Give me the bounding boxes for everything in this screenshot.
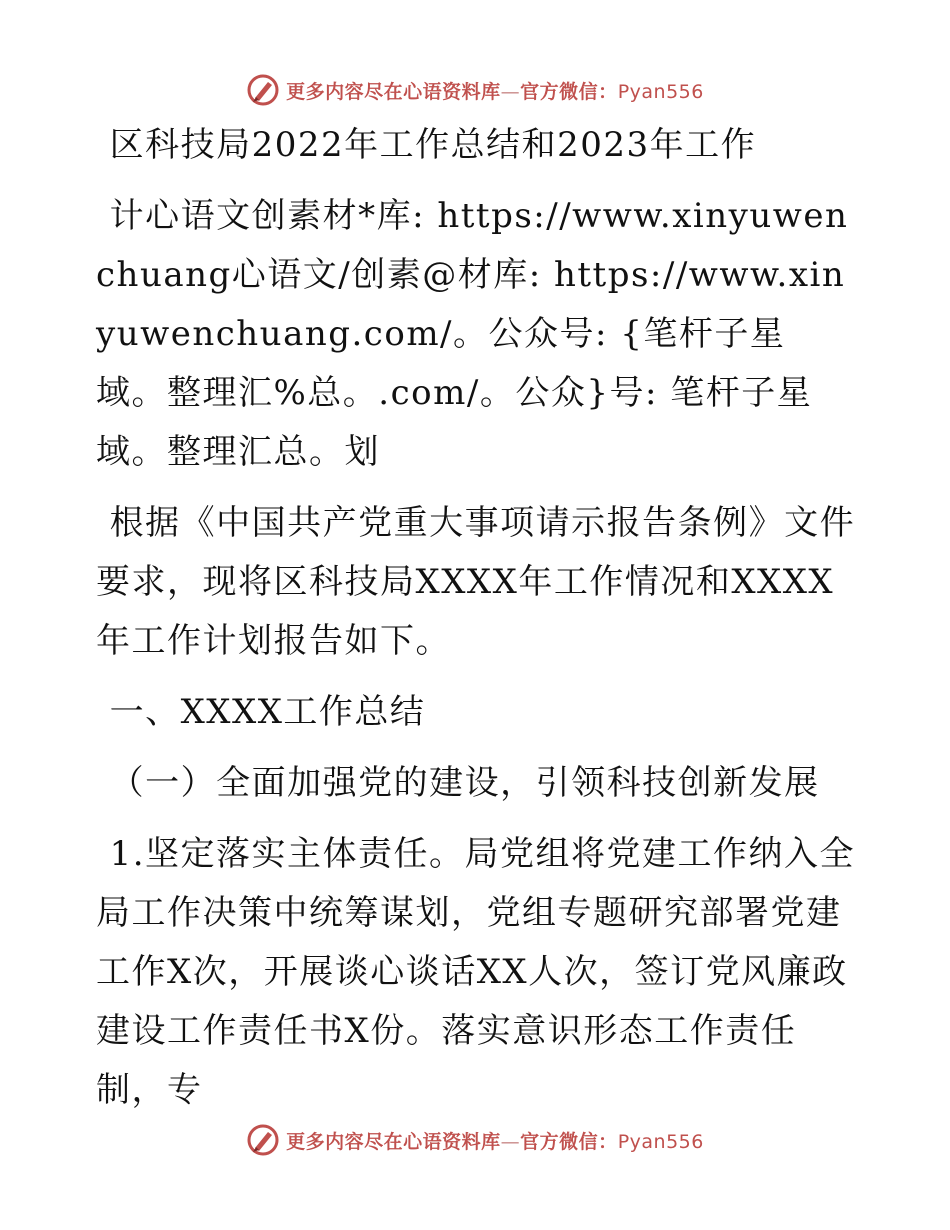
paragraph-links: 计心语文创素材*库: https://www.xinyuwenchuang心语文/创素@材库: https://www.xinyuwenchuang.com/。公众号: {笔杆子星域。整理汇%总。.com/。公众}号: 笔杆子星域。整理汇总。划 [96, 196, 849, 472]
pen-logo-icon [246, 73, 280, 107]
watermark-text [286, 77, 704, 104]
watermark-text [286, 1127, 704, 1154]
watermark-id: Pyan556 [617, 1130, 704, 1153]
watermark-separator: — [500, 1130, 521, 1153]
paragraph-intro: 根据《中国共产党重大事项请示报告条例》文件要求，现将区科技局XXXX年工作情况和XXXX年工作计划报告如下。 [96, 503, 856, 661]
watermark-slogan: 更多内容尽在心语资料库 [286, 1130, 501, 1153]
watermark-banner-top [0, 70, 950, 110]
watermark-official: 官方微信： [520, 1130, 618, 1153]
watermark-id: Pyan556 [617, 80, 704, 103]
watermark-slogan: 更多内容尽在心语资料库 [286, 80, 501, 103]
watermark-separator: — [500, 80, 521, 103]
paragraph-responsibility: 1.坚定落实主体责任。局党组将党建工作纳入全局工作决策中统筹谋划，党组专题研究部署党建工作X次，开展谈心谈话XX人次，签订党风廉政建设工作责任书X份。落实意识形态工作责任制，专 [96, 834, 856, 1110]
document-title: 区科技局2022年工作总结和2023年工作 [109, 125, 757, 165]
subsection-heading: （一）全面加强党的建设，引领科技创新发展 [109, 763, 820, 803]
document-body [96, 116, 856, 1120]
pen-logo-icon [246, 1123, 280, 1157]
section-heading: 一、XXXX工作总结 [109, 692, 426, 732]
watermark-official: 官方微信： [520, 80, 618, 103]
watermark-banner-bottom [0, 1120, 950, 1160]
